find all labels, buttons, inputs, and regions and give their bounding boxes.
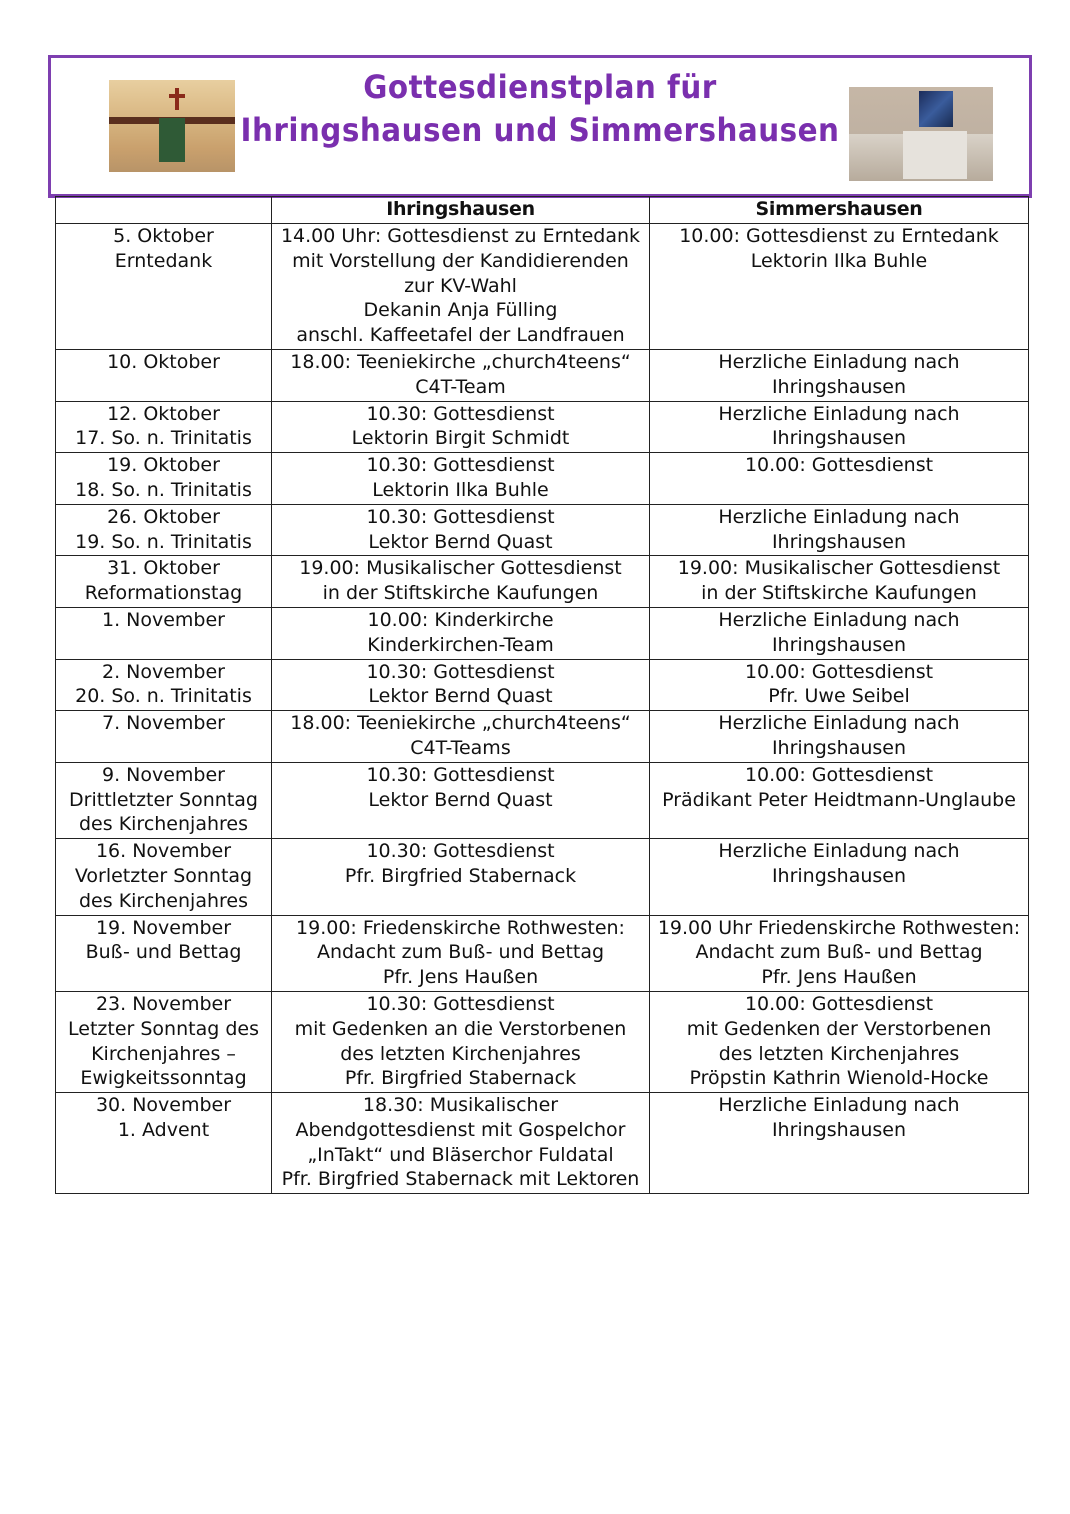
simmershausen-cell: Herzliche Einladung nach Ihringshausen (650, 401, 1029, 453)
date-cell: 7. November (56, 711, 272, 763)
date-cell: 31. Oktober Reformationstag (56, 556, 272, 608)
ihringshausen-cell: 10.00: Kinderkirche Kinderkirchen-Team (272, 607, 650, 659)
simmershausen-cell: Herzliche Einladung nach Ihringshausen (650, 711, 1029, 763)
ihringshausen-cell: 10.30: Gottesdienst Lektorin Ilka Buhle (272, 453, 650, 505)
simmershausen-cell: 10.00: Gottesdienst zu Erntedank Lektorin Ilka Buhle (650, 224, 1029, 350)
table-row (56, 556, 1029, 608)
table-row (56, 607, 1029, 659)
ihringshausen-cell: 19.00: Friedenskirche Rothwesten: Andacht zum Buß- und Bettag Pfr. Jens Haußen (272, 915, 650, 991)
ihringshausen-cell: 19.00: Musikalischer Gottesdienst in der Stiftskirche Kaufungen (272, 556, 650, 608)
simmershausen-cell: 19.00 Uhr Friedenskirche Rothwesten: Andacht zum Buß- und Bettag Pfr. Jens Haußen (650, 915, 1029, 991)
table-row (56, 504, 1029, 556)
table-row (56, 349, 1029, 401)
simmershausen-cell: 10.00: Gottesdienst mit Gedenken der Verstorbenen des letzten Kirchenjahres Pröpstin Kathrin Wienold-Hocke (650, 991, 1029, 1092)
ihringshausen-cell: 14.00 Uhr: Gottesdienst zu Erntedank mit Vorstellung der Kandidierenden zur KV-Wahl Dekanin Anja Fülling anschl. Kaffeetafel der Landfrauen (272, 224, 650, 350)
simmershausen-cell: Herzliche Einladung nach Ihringshausen (650, 839, 1029, 915)
ihringshausen-cell: 10.30: Gottesdienst Lektorin Birgit Schmidt (272, 401, 650, 453)
date-cell: 12. Oktober 17. So. n. Trinitatis (56, 401, 272, 453)
ihringshausen-cell: 18.00: Teeniekirche „church4teens“ C4T-Teams (272, 711, 650, 763)
date-cell: 23. November Letzter Sonntag des Kirchenjahres – Ewigkeitssonntag (56, 991, 272, 1092)
date-cell: 9. November Drittletzter Sonntag des Kirchenjahres (56, 762, 272, 838)
simmershausen-cell: Herzliche Einladung nach Ihringshausen (650, 349, 1029, 401)
simmershausen-cell: Herzliche Einladung nach Ihringshausen (650, 1093, 1029, 1194)
page-title (228, 66, 852, 152)
simmershausen-cell: Herzliche Einladung nach Ihringshausen (650, 504, 1029, 556)
column-header-ihringshausen: Ihringshausen (272, 197, 650, 224)
simmershausen-cell: 10.00: Gottesdienst Pfr. Uwe Seibel (650, 659, 1029, 711)
table-row (56, 401, 1029, 453)
date-cell: 19. November Buß- und Bettag (56, 915, 272, 991)
simmershausen-cell: Herzliche Einladung nach Ihringshausen (650, 607, 1029, 659)
date-cell: 2. November 20. So. n. Trinitatis (56, 659, 272, 711)
table-header-row (56, 197, 1029, 224)
table-row (56, 762, 1029, 838)
table-row (56, 839, 1029, 915)
title-line-1: Gottesdienstplan für (363, 68, 717, 106)
table-row (56, 1093, 1029, 1194)
date-cell: 5. Oktober Erntedank (56, 224, 272, 350)
ihringshausen-cell: 18.30: Musikalischer Abendgottesdienst mit Gospelchor „InTakt“ und Bläserchor Fuldatal Pfr. Birgfried Stabernack mit Lektoren (272, 1093, 650, 1194)
column-header-simmershausen: Simmershausen (650, 197, 1029, 224)
date-cell: 19. Oktober 18. So. n. Trinitatis (56, 453, 272, 505)
table-row (56, 991, 1029, 1092)
simmershausen-cell: 10.00: Gottesdienst (650, 453, 1029, 505)
header-banner (48, 55, 1032, 198)
table-row (56, 224, 1029, 350)
table-row (56, 711, 1029, 763)
service-schedule-table (55, 196, 1029, 1194)
ihringshausen-cell: 10.30: Gottesdienst Lektor Bernd Quast (272, 762, 650, 838)
ihringshausen-cell: 10.30: Gottesdienst mit Gedenken an die Verstorbenen des letzten Kirchenjahres Pfr. Birgfried Stabernack (272, 991, 650, 1092)
date-cell: 30. November 1. Advent (56, 1093, 272, 1194)
column-header-date (56, 197, 272, 224)
simmershausen-cell: 19.00: Musikalischer Gottesdienst in der Stiftskirche Kaufungen (650, 556, 1029, 608)
ihringshausen-cell: 18.00: Teeniekirche „church4teens“ C4T-Team (272, 349, 650, 401)
table-row (56, 659, 1029, 711)
date-cell: 1. November (56, 607, 272, 659)
ihringshausen-cell: 10.30: Gottesdienst Pfr. Birgfried Stabernack (272, 839, 650, 915)
altar-photo-simmershausen (849, 87, 993, 181)
ihringshausen-cell: 10.30: Gottesdienst Lektor Bernd Quast (272, 659, 650, 711)
table-row (56, 915, 1029, 991)
ihringshausen-cell: 10.30: Gottesdienst Lektor Bernd Quast (272, 504, 650, 556)
date-cell: 26. Oktober 19. So. n. Trinitatis (56, 504, 272, 556)
altar-photo-ihringshausen (109, 80, 235, 172)
table-row (56, 453, 1029, 505)
title-line-2: Ihringshausen und Simmershausen (240, 111, 840, 149)
date-cell: 10. Oktober (56, 349, 272, 401)
simmershausen-cell: 10.00: Gottesdienst Prädikant Peter Heidtmann-Unglaube (650, 762, 1029, 838)
date-cell: 16. November Vorletzter Sonntag des Kirchenjahres (56, 839, 272, 915)
